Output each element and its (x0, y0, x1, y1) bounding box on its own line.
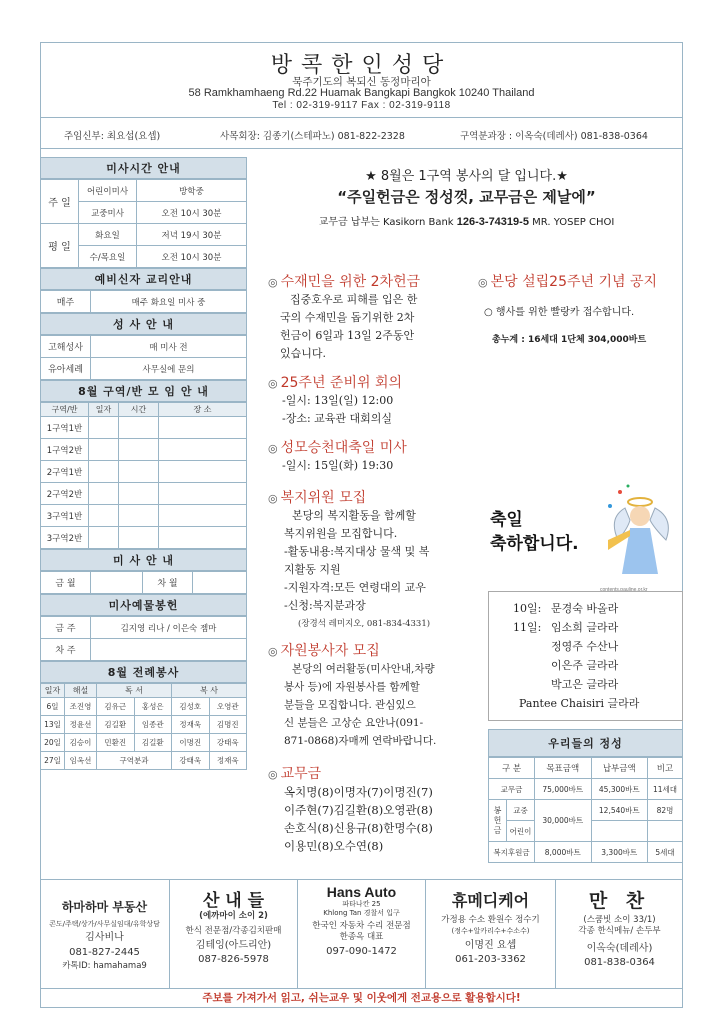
section-welfare (268, 487, 478, 633)
greeting-line1: 축일 (490, 510, 523, 530)
section-title: ◎ 교무금 (268, 766, 322, 782)
catechism-value: 매주 화요일 미사 중 (91, 291, 247, 313)
meeting-group: 3구역1반 (41, 505, 89, 527)
meeting-group: 2구역2반 (41, 483, 89, 505)
mass-name: 어린이미사 (79, 180, 137, 202)
circle-bullet-icon: ◎ (268, 768, 278, 781)
section-body: -일시: 15일(화) 19:30 (282, 459, 394, 472)
liturgy-cell: 홍성은 (134, 698, 172, 716)
section-anniv-notice (478, 271, 683, 345)
section-flood (268, 271, 478, 363)
circle-bullet-icon: ◎ (478, 276, 488, 289)
offerings-cell: 교무금 (489, 779, 535, 800)
liturgy-cell: 김승이 (65, 734, 97, 752)
baptism-value: 사무실에 문의 (91, 358, 247, 380)
ad-restaurant: 산 내 들 (에까마이 소이 2) 한식 전문점/각종김치판매 김테잉(아드리안) 087-826-5978 (170, 880, 298, 988)
liturgy-header: 일자 (41, 684, 65, 698)
section-body: 본당의 여러활동(미사안내,차량 봉사 등)에 자원봉사를 함께할 분들을 모집합니다. 관심있으 신 분들은 고상순 요안나(091- 871-0868)자매께 연락바랍니다. (284, 663, 437, 747)
anniv-total: 총누계 : 16세대 1단체 304,000바트 (492, 335, 647, 345)
meeting-table (40, 402, 247, 549)
section-anniv-meeting (268, 372, 478, 428)
liturgy-cell: 오영관 (209, 698, 247, 716)
liturgy-cell: 임종관 (134, 716, 172, 734)
section-body: 집중호우로 피해를 입은 한 국의 수재민을 돕기위한 2차 헌금이 6일과 13일 2주동안 있습니다. (280, 293, 418, 360)
massinfo-next-month: 차 월 (143, 572, 193, 594)
liturgy-title: 8월 전례봉사 (40, 661, 247, 683)
circle-bullet-icon: ◎ (268, 645, 278, 658)
liturgy-cell: 김성호 (172, 698, 210, 716)
angel-trumpet-icon (600, 478, 680, 586)
offerings-cell: 11세대 (648, 779, 683, 800)
feast-names: 이은주 글라라 (551, 659, 619, 672)
meeting-group: 2구역1반 (41, 461, 89, 483)
catechism-label: 매주 (41, 291, 91, 313)
staff-bar (40, 117, 683, 149)
anniv-notice-line: ○ 행사를 위한 빨랑카 접수합니다. (484, 307, 635, 318)
mass-name: 화요일 (79, 224, 137, 246)
liturgy-cell: 조진영 (65, 698, 97, 716)
pastor: 주임신부: 최요섭(요셉) (64, 131, 161, 142)
council-president: 사목회장: 김종기(스테파노) 081-822-2328 (220, 131, 405, 142)
offerings-cell: 교중 (507, 800, 535, 821)
liturgy-table (40, 683, 247, 770)
flower-title: 미사예물봉헌 (40, 594, 247, 616)
ad-auto-repair: Hans Auto 파타나칸 25 Khlong Tan 경찰서 입구 한국인 자동차 수리 전문점 한종옥 대표 097-090-1472 (298, 880, 426, 988)
offerings-header: 비고 (648, 758, 683, 779)
section-title: ◎ 성모승천대축일 미사 (268, 440, 407, 456)
meeting-group: 1구역2반 (41, 439, 89, 461)
offerings-table (488, 757, 683, 863)
parish-title: 방콕한인성당 (270, 53, 453, 78)
ad-korean-food: 만 찬 (스쿰빗 소이 33/1) 각종 한식메뉴/ 손두부 이옥숙(데레사) 081-838-0364 (578, 890, 661, 968)
offerings-cell: 어린이 (507, 821, 535, 842)
mass-name: 수/목요일 (79, 246, 137, 268)
section-volunteer (268, 640, 483, 750)
image-credit: contents.pauline.or.kr (600, 587, 648, 593)
feast-day: 10일: (513, 602, 542, 615)
offerings-cell: 복지후원금 (489, 842, 535, 863)
sacrament-title: 성 사 안 내 (40, 313, 247, 335)
meeting-group: 1구역1반 (41, 417, 89, 439)
liturgy-cell: 13일 (41, 716, 65, 734)
liturgy-cell: 이명진 (172, 734, 210, 752)
flower-this-week: 금 주 (41, 617, 91, 639)
liturgy-header: 독 서 (97, 684, 172, 698)
circle-bullet-icon: ◎ (268, 442, 278, 455)
liturgy-cell: 임옥선 (65, 752, 97, 770)
liturgy-cell: 김유근 (97, 698, 135, 716)
catechism-table (40, 290, 247, 313)
offerings-cell: 8,000바트 (535, 842, 592, 863)
meeting-header: 구역/반 (41, 403, 89, 417)
section-assumption (268, 437, 478, 475)
sunday-label: 주 일 (41, 180, 79, 224)
section-title: ◎ 25주년 준비위 회의 (268, 375, 402, 391)
footer-message: 주보를 가져가서 읽고, 쉬는교우 및 이웃에게 전교용으로 활용합시다! (40, 988, 683, 1008)
catechism-title: 예비신자 교리안내 (40, 268, 247, 290)
offerings-cell: 45,300바트 (591, 779, 648, 800)
massinfo-this-month: 금 월 (41, 572, 91, 594)
feast-names: 정영주 수산나 (551, 640, 619, 653)
weekday-label: 평 일 (41, 224, 79, 268)
offerings-cell: 30,000바트 (535, 800, 592, 842)
mass-time: 방학중 (137, 180, 247, 202)
feast-names: Pantee Chaisiri 글라라 (519, 697, 640, 710)
offerings-cell: 5세대 (648, 842, 683, 863)
offerings-cell: 3,300바트 (591, 842, 648, 863)
circle-bullet-icon: ◎ (268, 276, 278, 289)
flower-table (40, 616, 247, 661)
offerings-header: 납부금액 (591, 758, 648, 779)
offerings-header: 목표금액 (535, 758, 592, 779)
section-body: 본당의 복지활동을 함께할 복지위원을 모집합니다. -활동내용:복지대상 물색 및 복 지활동 지원 -지원자격:모든 연령대의 교우 -신청:복지분과장 (장경석 레미지오, 081-834-4331) (284, 509, 431, 629)
meeting-header: 일자 (89, 403, 119, 417)
ads-bar (40, 879, 683, 987)
district-head: 구역분과장 : 이옥숙(데레사) 081-838-0364 (460, 131, 648, 142)
meeting-header: 시간 (119, 403, 159, 417)
mass-title: 미사시간 안내 (40, 157, 247, 179)
flower-next-week: 차 주 (41, 639, 91, 661)
slogan: “주일헌금은 정성껏, 교무금은 제날에” (337, 188, 596, 206)
offerings-cell: 봉헌금 (489, 800, 507, 842)
mass-table (40, 179, 247, 268)
confession-label: 고해성사 (41, 336, 91, 358)
mass-time: 오전 10시 30분 (137, 246, 247, 268)
month-headline: ★ 8월은 1구역 봉사의 달 입니다.★ (365, 169, 568, 184)
liturgy-cell: 27일 (41, 752, 65, 770)
liturgy-cell: 정윤선 (65, 716, 97, 734)
bank-account: 126-3-74319-5 (456, 216, 529, 228)
section-dues (268, 763, 483, 855)
liturgy-cell: 정재욱 (209, 752, 247, 770)
section-title: ◎ 수재민을 위한 2차헌금 (268, 274, 421, 290)
liturgy-cell: 김길환 (97, 716, 135, 734)
section-title: ◎ 복지위원 모집 (268, 490, 367, 506)
offerings-cell: 82명 (648, 800, 683, 821)
liturgy-cell: 민환진 (97, 734, 135, 752)
mass-name: 교중미사 (79, 202, 137, 224)
feast-names: 임소희 글라라 (551, 621, 619, 634)
liturgy-cell: 강태욱 (172, 752, 210, 770)
mass-time: 저녁 19시 30분 (137, 224, 247, 246)
bank-info (250, 213, 683, 228)
liturgy-cell: 김명진 (209, 716, 247, 734)
meeting-header: 장 소 (159, 403, 247, 417)
parish-address: 58 Ramkhamhaeng Rd.22 Huamak Bangkapi Bangkok 10240 Thailand (188, 87, 535, 99)
offerings-title: 우리들의 정성 (488, 729, 683, 757)
ad-water-purifier: 휴메디케어 가정용 수소 환원수 정수기 (정수+알카리수+수소수) 이명진 요셉 061-203-3362 (426, 880, 556, 988)
offerings-cell: 12,540바트 (591, 800, 648, 821)
bank-label: 교무금 납부는 Kasikorn Bank (318, 217, 454, 228)
meeting-title: 8월 구역/반 모 임 안 내 (40, 380, 247, 402)
liturgy-header: 해설 (65, 684, 97, 698)
liturgy-cell: 강태욱 (209, 734, 247, 752)
massinfo-title: 미 사 안 내 (40, 549, 247, 571)
confession-value: 매 미사 전 (91, 336, 247, 358)
liturgy-cell: 구역분과 (97, 752, 172, 770)
left-column (40, 157, 247, 770)
liturgy-cell: 정재욱 (172, 716, 210, 734)
bank-name: MR. YOSEP CHOI (532, 217, 615, 228)
sacrament-table (40, 335, 247, 380)
feast-names: 박고은 글라라 (551, 678, 619, 691)
circle-bullet-icon: ◎ (268, 492, 278, 505)
feast-day: 11일: (513, 621, 542, 634)
meeting-group: 3구역2반 (41, 527, 89, 549)
circle-bullet-icon: ◎ (268, 377, 278, 390)
massinfo-table (40, 571, 247, 594)
offerings-cell: 75,000바트 (535, 779, 592, 800)
parish-phone: Tel : 02-319-9117 Fax : 02-319-9118 (272, 100, 451, 111)
section-body: 옥치명(8)이명자(7)이명진(7) 이주현(7)김길환(8)오영관(8) 손호식(8)신용규(8)한명수(8) 이용민(8)오수연(8) (284, 785, 433, 853)
greeting-line2: 축하합니다. (490, 534, 579, 554)
section-title: ◎ 자원봉사자 모집 (268, 643, 380, 659)
feast-names: 문경숙 바올라 (551, 602, 619, 615)
flower-value: 김지영 리나 / 이은숙 젬마 (91, 617, 247, 639)
offerings-panel (488, 729, 683, 863)
ad-real-estate: 하마하마 부동산 콘도/주택/상가/사무실임대/유학상담 김사비나 081-827-2445 카톡ID: hamahama9 (40, 880, 170, 988)
liturgy-cell: 6일 (41, 698, 65, 716)
section-body: -일시: 13일(일) 12:00 -장소: 교육관 대회의실 (282, 394, 394, 425)
liturgy-cell: 20일 (41, 734, 65, 752)
liturgy-cell: 김길환 (134, 734, 172, 752)
mass-time: 오전 10시 30분 (137, 202, 247, 224)
liturgy-header: 복 사 (172, 684, 247, 698)
parish-subtitle: 묵주기도의 복되신 동정마리아 (292, 76, 431, 88)
offerings-header: 구 분 (489, 758, 535, 779)
baptism-label: 유아세례 (41, 358, 91, 380)
feast-day-list (488, 591, 683, 721)
section-title: ◎ 본당 설립25주년 기념 공지 (478, 274, 658, 290)
